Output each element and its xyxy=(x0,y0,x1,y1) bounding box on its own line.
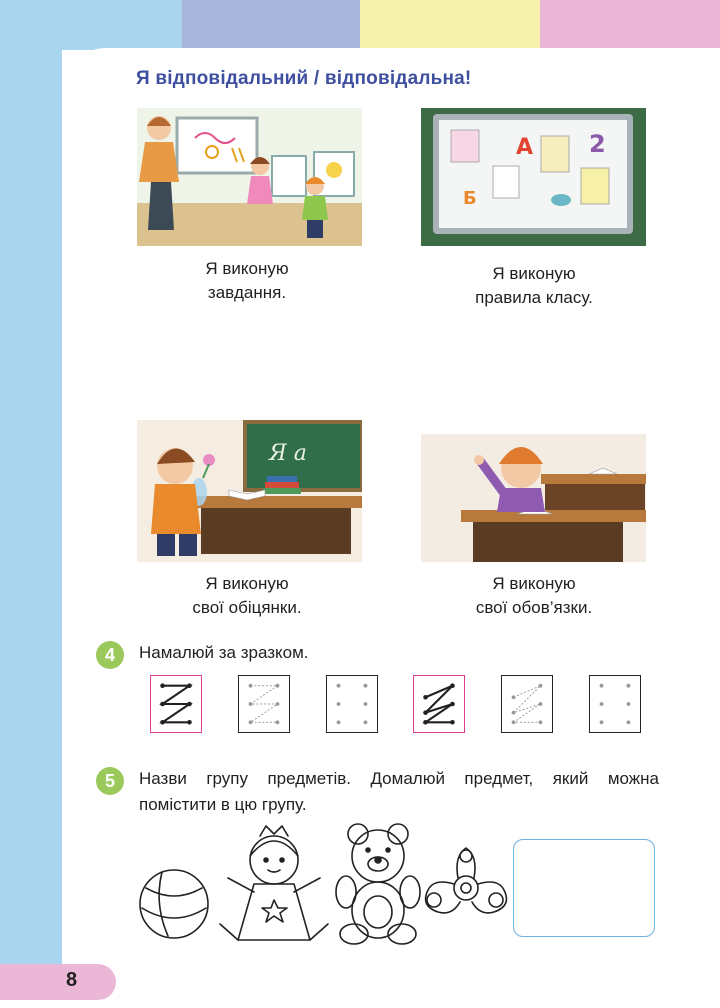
caption-4-line2: свої обов’язки. xyxy=(475,598,593,617)
header-stripe-violet xyxy=(182,0,360,50)
doll-icon xyxy=(220,826,328,940)
caption-2 xyxy=(424,262,644,310)
picture-rules-board xyxy=(421,108,646,246)
task-4-text: Намалюй за зразком. xyxy=(139,643,309,662)
caption-2-line2: правила класу. xyxy=(475,288,593,307)
fidget-spinner-icon xyxy=(426,848,507,913)
pattern-draw-1[interactable] xyxy=(326,675,378,733)
picture-girl-raising-hand xyxy=(421,434,646,562)
page-number: 8 xyxy=(66,969,78,991)
pattern-trace-2[interactable] xyxy=(501,675,553,733)
task-5-line1: Назви групу предметів. Домалюй предмет, який можна xyxy=(139,769,659,788)
caption-2-line1: Я виконую xyxy=(492,264,576,283)
caption-1-line2: завдання. xyxy=(207,283,287,302)
pattern-trace-1[interactable] xyxy=(238,675,290,733)
header-stripe-blue xyxy=(0,0,182,50)
chalk-letters: Я а xyxy=(269,441,307,466)
pattern-sample-1 xyxy=(150,675,202,733)
task-4-badge: 4 xyxy=(96,641,124,669)
caption-3-line1: Я виконую xyxy=(205,574,289,593)
header-stripe-yellow xyxy=(360,0,540,50)
ball-icon xyxy=(140,870,208,938)
caption-3-line2: свої обіцянки. xyxy=(192,598,302,617)
toys-group xyxy=(132,822,510,948)
header-stripe-pink xyxy=(540,0,720,50)
picture-boy-vase xyxy=(137,420,362,562)
task-5-badge: 5 xyxy=(96,767,124,795)
caption-1-line1: Я виконую xyxy=(205,259,289,278)
pattern-sample-2 xyxy=(413,675,465,733)
caption-3 xyxy=(137,572,357,620)
task-5-text xyxy=(139,766,659,818)
caption-4-line1: Я виконую xyxy=(492,574,576,593)
teddy-bear-icon xyxy=(336,824,420,944)
pattern-draw-2[interactable] xyxy=(589,675,641,733)
answer-drawing-box[interactable] xyxy=(513,839,655,937)
task-5-line2: помістити в цю групу. xyxy=(139,795,307,814)
page-title: Я відповідальний / відповідальна! xyxy=(136,68,472,89)
letter-b: Б xyxy=(463,188,477,209)
caption-1 xyxy=(137,257,357,305)
side-strip xyxy=(0,50,62,1000)
page-number-tab xyxy=(0,964,116,1000)
letter-a: А xyxy=(516,135,534,160)
caption-4 xyxy=(424,572,644,620)
number-two: 2 xyxy=(589,130,606,158)
picture-teacher-board xyxy=(137,108,362,246)
